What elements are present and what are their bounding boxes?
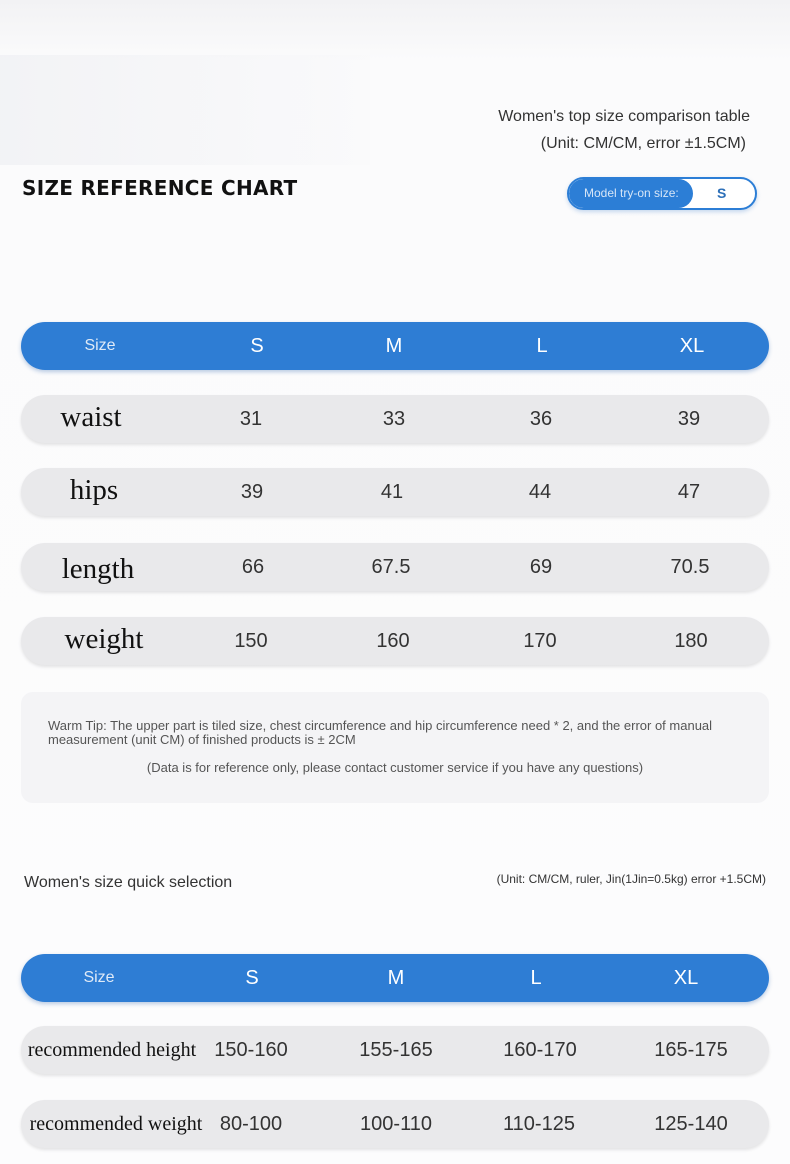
cell-value: 47 bbox=[677, 481, 701, 503]
quick-selection-unit: (Unit: CM/CM, ruler, Jin(1Jin=0.5kg) error +1.5CM) bbox=[496, 872, 766, 886]
cell-value: 67.5 bbox=[371, 556, 411, 578]
cell-value: 80-100 bbox=[219, 1113, 283, 1135]
header-faint-banner bbox=[0, 55, 370, 165]
warm-tip-text: Warm Tip: The upper part is tiled size, chest circumference and hip circumference need * 2, and the error of manual measurement (unit CM) of finished products is ± 2CM bbox=[48, 718, 713, 747]
table-row-weight bbox=[21, 617, 769, 665]
cell-value: 160-170 bbox=[503, 1039, 577, 1061]
cell-value: 180 bbox=[674, 630, 708, 652]
column-header-xl: XL bbox=[673, 967, 699, 989]
cell-value: 125-140 bbox=[654, 1113, 728, 1135]
table-row-hips bbox=[21, 468, 769, 516]
row-label: waist bbox=[60, 401, 122, 433]
row-label: recommended height bbox=[27, 1039, 197, 1061]
row-label: length bbox=[61, 553, 135, 585]
quick-selection-title: Women's size quick selection bbox=[24, 874, 233, 891]
reference-note: (Data is for reference only, please contact customer service if you have any questions) bbox=[146, 760, 644, 775]
cell-value: 39 bbox=[240, 481, 264, 503]
row-label: weight bbox=[64, 623, 144, 655]
cell-value: 41 bbox=[380, 481, 404, 503]
column-header-l: L bbox=[536, 335, 548, 357]
cell-value: 33 bbox=[382, 408, 406, 430]
table-row-recommended-weight bbox=[21, 1100, 769, 1148]
cell-value: 31 bbox=[239, 408, 263, 430]
cell-value: 170 bbox=[523, 630, 557, 652]
cell-value: 165-175 bbox=[654, 1039, 728, 1061]
cell-value: 155-165 bbox=[359, 1039, 433, 1061]
model-size-value: S bbox=[717, 185, 727, 201]
cell-value: 100-110 bbox=[360, 1113, 432, 1135]
row-label: hips bbox=[69, 474, 119, 506]
row-label: recommended weight bbox=[29, 1113, 203, 1135]
model-size-badge bbox=[567, 177, 757, 210]
cell-value: 66 bbox=[241, 556, 265, 578]
cell-value: 39 bbox=[677, 408, 701, 430]
size-column-header: Size bbox=[83, 969, 115, 986]
cell-value: 69 bbox=[529, 556, 553, 578]
table-row-length bbox=[21, 543, 769, 591]
column-header-l: L bbox=[530, 967, 542, 989]
column-header-xl: XL bbox=[679, 335, 705, 357]
table-unit-note: (Unit: CM/CM, error ±1.5CM) bbox=[540, 135, 746, 152]
column-header-m: M bbox=[387, 967, 405, 989]
cell-value: 44 bbox=[528, 481, 552, 503]
cell-value: 110-125 bbox=[503, 1113, 575, 1135]
cell-value: 36 bbox=[529, 408, 553, 430]
cell-value: 160 bbox=[376, 630, 410, 652]
quick-table-header bbox=[21, 954, 769, 1002]
size-table-header bbox=[21, 322, 769, 370]
column-header-m: M bbox=[385, 335, 403, 357]
page-title: SIZE REFERENCE CHART bbox=[22, 176, 298, 200]
cell-value: 150-160 bbox=[214, 1039, 288, 1061]
column-header-s: S bbox=[245, 967, 259, 989]
column-header-s: S bbox=[250, 335, 264, 357]
cell-value: 150 bbox=[234, 630, 268, 652]
table-subtitle: Women's top size comparison table bbox=[498, 108, 750, 125]
table-row-waist bbox=[21, 395, 769, 443]
table-row-recommended-height bbox=[21, 1026, 769, 1074]
warm-tip-box bbox=[21, 692, 769, 803]
cell-value: 70.5 bbox=[670, 556, 710, 578]
size-column-header: Size bbox=[84, 337, 116, 354]
model-size-label: Model try-on size: bbox=[569, 179, 693, 208]
